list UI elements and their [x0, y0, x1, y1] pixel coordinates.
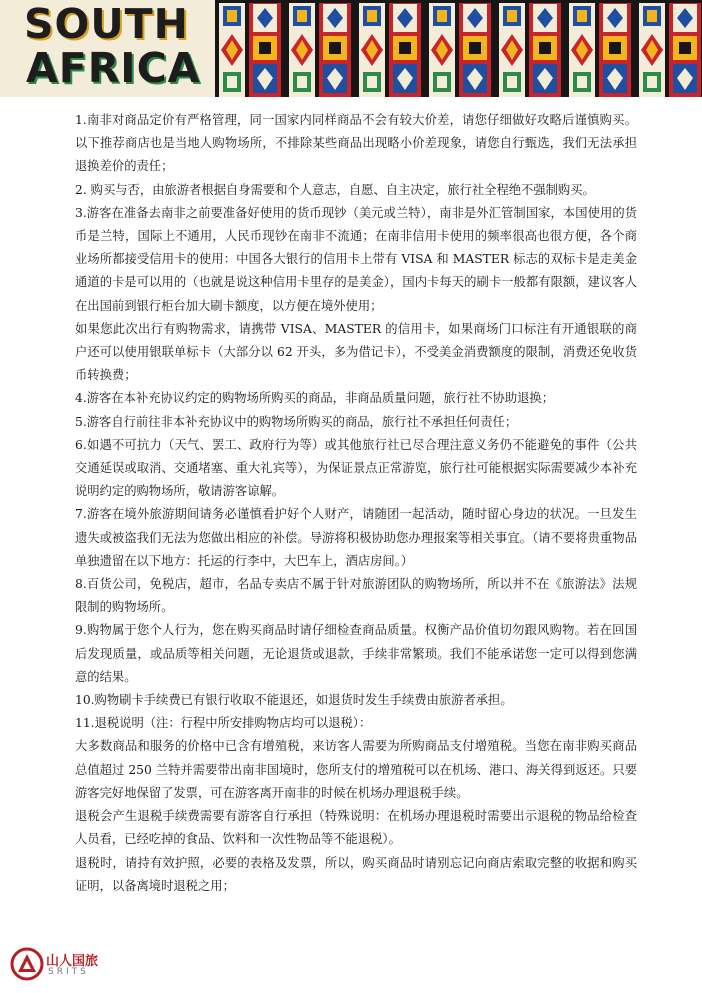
- paragraph: 9.购物属于您个人行为，您在购买商品时请仔细检查商品质量。权衡产品价值切勿跟风购物。若在回国后发现质量，或品质等相关问题，无论退货或退款，手续非常繁琐。我们不能承诺您一定可以得到您满意的结果。: [75, 623, 637, 684]
- header-banner: [0, 0, 702, 97]
- logo-chinese-name: 山人国旅: [46, 954, 99, 969]
- paragraph: 5.游客自行前往非本补充协议中的购物场所购买的商品，旅行社不承担任何责任；: [75, 414, 518, 429]
- paragraph: 11.退税说明（注：行程中所安排购物店均可以退税）：: [75, 716, 372, 731]
- banner-title-line1: SOUTH: [24, 0, 189, 48]
- paragraph: 如果您此次出行有购物需求，请携带 VISA、MASTER 的信用卡，如果商场门口标注有开通银联的商户还可以使用银联单标卡（大部分以 62 开头，多为借记卡），不受美金消费额度的限制，消费还免收货币转换费；: [75, 321, 637, 383]
- logo-english-name: SRITS: [48, 967, 89, 977]
- paragraph: 8.百货公司，免税店，超市，名品专卖店不属于针对旅游团队的购物场所，所以并不在《旅游法》法规限制的购物场所。: [75, 577, 637, 615]
- ndebele-pattern-icon: [215, 0, 702, 97]
- document-body: [75, 109, 637, 898]
- paragraph: 4.游客在本补充协议约定的购物场所购买的商品，非商品质量问题，旅行社不协助退换；: [75, 391, 555, 406]
- paragraph: 3.游客在准备去南非之前要准备好使用的货币现钞（美元或兰特），南非是外汇管制国家，本国使用的货币是兰特，国际上不通用，人民币现钞在南非不流通；在南非信用卡使用的频率很高也很方便，各个商业场所都接受信用卡的使用：中国各大银行的信用卡上带有 VISA 和 MASTER 标志的双标卡是走美金通道的卡是可以用的（也就是说这种信用卡里存的是美金），国内卡每天的刷卡一般都有限额，建议客人在出国前到银行柜台加大刷卡额度，以方便在境外使用；: [75, 205, 637, 313]
- paragraph: 6.如遇不可抗力（天气、罢工、政府行为等）或其他旅行社已尽合理注意义务仍不能避免的事件（公共交通延误或取消、交通堵塞、重大礼宾等），为保证景点正常游览，旅行社可能根据实际需要减少本补充说明约定的购物场所，敬请游客谅解。: [75, 437, 637, 499]
- paragraph: 大多数商品和服务的价格中已含有增殖税，来访客人需要为所购商品支付增殖税。当您在南非购买商品总值超过 250 兰特并需要带出南非国境时，您所支付的增殖税可以在机场、港口、海关得到返还。只要游客完好地保留了发票，可在游客离开南非的时候在机场办理退税手续。: [75, 739, 637, 800]
- banner-title-line2: AFRICA: [26, 44, 201, 92]
- banner-title: [24, 2, 224, 90]
- paragraph: 1.南非对商品定价有严格管理，同一国家内同样商品不会有较大价差，请您仔细做好攻略后谨慎购买。以下推荐商店也是当地人购物场所，不排除某些商品出现略小价差现象，请您自行甄选，我们无法承担退换差价的责任；: [75, 113, 637, 174]
- paragraph: 退税会产生退税手续费需要有游客自行承担（特殊说明：在机场办理退税时需要出示退税的物品给检查人员看，已经吃掉的食品、饮料和一次性物品等不能退税）。: [75, 809, 637, 847]
- paragraph: 7.游客在境外旅游期间请务必谨慎看护好个人财产，请随团一起活动，随时留心身边的状况。一旦发生遗失或被盗我们无法为您做出相应的补偿。导游将积极协助您办理报案等相关事宜。（请不要将贵重物品单独遗留在以下地方：托运的行李中，大巴车上，酒店房间。）: [75, 507, 637, 568]
- paragraph: 退税时，请持有效护照，必要的表格及发票，所以，购买商品时请别忘记向商店索取完整的收据和购买证明，以备离境时退税之用；: [75, 855, 637, 893]
- company-logo: [10, 947, 120, 983]
- srits-logo-icon: [10, 947, 44, 981]
- paragraph: 2. 购买与否，由旅游者根据自身需要和个人意志，自愿、自主决定，旅行社全程绝不强制购买。: [75, 182, 595, 197]
- paragraph: 10.购物刷卡手续费已有银行收取不能退还，如退货时发生手续费由旅游者承担。: [75, 693, 513, 708]
